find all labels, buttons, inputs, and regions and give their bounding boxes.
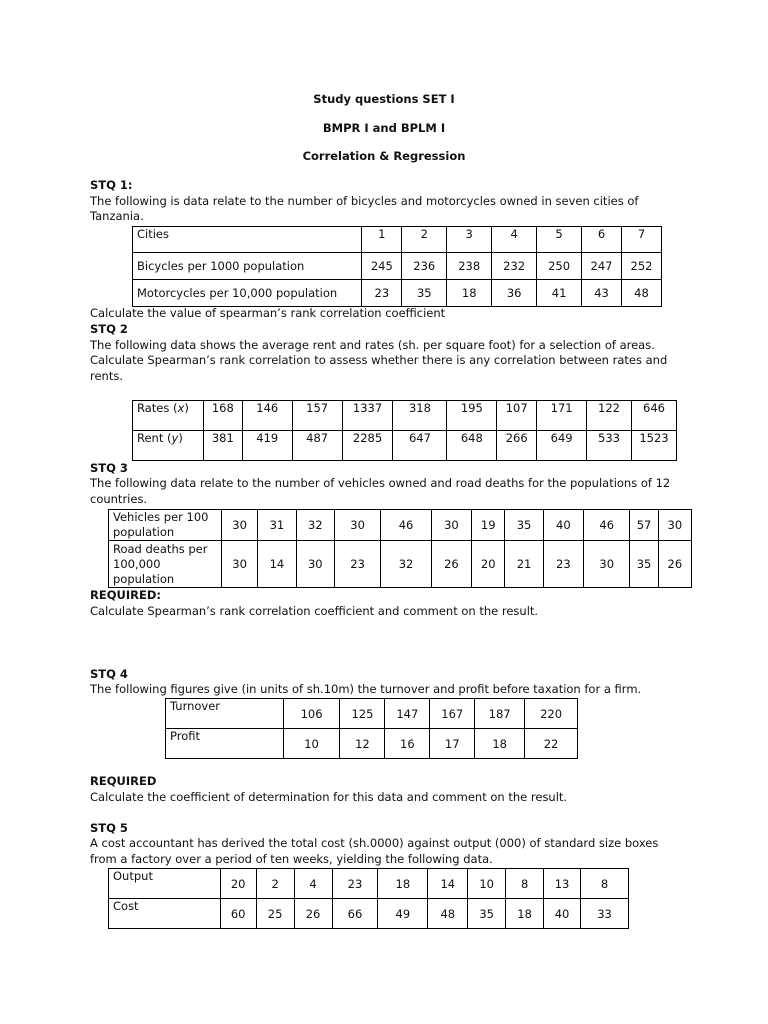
table-cell: 220	[525, 699, 578, 729]
table-cell: 647	[393, 431, 447, 461]
rates-label: Rates (x)	[133, 401, 204, 431]
course-title: BMPR I and BPLM I	[322, 121, 446, 135]
table-cell: 187	[475, 699, 525, 729]
stq5-intro-line2: from a factory over a period of ten weeks, yielding the following data.	[90, 852, 493, 866]
table-cell: 167	[430, 699, 475, 729]
table-cell: 60	[220, 899, 256, 929]
table-cell: 30	[296, 541, 334, 588]
table-cell: Motorcycles per 10,000 population	[133, 280, 362, 307]
table-cell: 35	[630, 541, 658, 588]
stq4-row-profit	[166, 729, 578, 759]
table-cell: 10	[283, 729, 340, 759]
table-cell: 23	[332, 869, 378, 899]
table-cell: 1	[362, 227, 402, 253]
table-cell: 4	[492, 227, 537, 253]
table-cell: 14	[258, 541, 296, 588]
output-label: Output	[109, 869, 221, 899]
table-cell: 57	[630, 510, 658, 541]
stq5-table	[108, 868, 629, 929]
table-cell: 49	[378, 899, 428, 929]
table-cell: Cities	[133, 227, 362, 253]
stq4-row-turnover	[166, 699, 578, 729]
table-cell: 23	[362, 280, 402, 307]
table-cell: 23	[334, 541, 380, 588]
table-cell: 646	[631, 401, 676, 431]
stq1-table	[132, 226, 662, 307]
table-cell: 48	[428, 899, 468, 929]
table-cell: 46	[381, 510, 431, 541]
table-cell: 122	[587, 401, 632, 431]
table-cell: 30	[658, 510, 691, 541]
table-cell: 46	[584, 510, 630, 541]
table-cell: 2	[256, 869, 294, 899]
table-cell: Bicycles per 1000 population	[133, 253, 362, 280]
stq5-heading: STQ 5	[90, 821, 128, 835]
table-cell: 35	[402, 280, 447, 307]
table-cell: 14	[428, 869, 468, 899]
table-cell: 8	[581, 869, 629, 899]
table-cell: 1337	[342, 401, 393, 431]
table-cell: 106	[283, 699, 340, 729]
table-cell: 30	[221, 541, 257, 588]
table-cell: 31	[258, 510, 296, 541]
table-cell: 18	[506, 899, 544, 929]
cost-label: Cost	[109, 899, 221, 929]
topic-title: Correlation & Regression	[302, 149, 466, 163]
table-cell: 66	[332, 899, 378, 929]
stq1-row-bicycles	[133, 253, 662, 280]
table-cell: 36	[492, 280, 537, 307]
table-cell: 32	[381, 541, 431, 588]
table-cell: 195	[447, 401, 497, 431]
stq1-intro-line1: The following is data relate to the number of bicycles and motorcycles owned in seven cities of	[90, 194, 639, 208]
vehicles-label: Vehicles per 100 population	[109, 510, 222, 541]
table-cell: 18	[378, 869, 428, 899]
deaths-label: Road deaths per 100,000 population	[109, 541, 222, 588]
table-cell: 2	[402, 227, 447, 253]
stq3-required: REQUIRED:	[90, 588, 161, 602]
table-cell: 648	[447, 431, 497, 461]
stq4-table	[165, 698, 578, 759]
table-cell: 30	[431, 510, 471, 541]
table-cell: 30	[221, 510, 257, 541]
table-cell: 232	[492, 253, 537, 280]
table-cell: 8	[506, 869, 544, 899]
table-cell: 3	[447, 227, 492, 253]
table-cell: 250	[537, 253, 582, 280]
stq1-task: Calculate the value of spearman’s rank correlation coefficient	[90, 306, 446, 320]
table-cell: 41	[537, 280, 582, 307]
table-cell: 236	[402, 253, 447, 280]
table-cell: 6	[582, 227, 622, 253]
stq1-intro-line2: Tanzania.	[90, 209, 144, 223]
table-cell: 12	[340, 729, 385, 759]
table-cell: 35	[468, 899, 506, 929]
table-cell: 40	[544, 899, 581, 929]
stq4-intro: The following figures give (in units of sh.10m) the turnover and profit before taxation for a firm.	[90, 682, 642, 696]
stq1-row-cities	[133, 227, 662, 253]
table-cell: 238	[447, 253, 492, 280]
table-cell: 125	[340, 699, 385, 729]
table-cell: 23	[543, 541, 583, 588]
table-cell: 35	[505, 510, 543, 541]
table-cell: 33	[581, 899, 629, 929]
table-cell: 168	[203, 401, 242, 431]
stq3-heading: STQ 3	[90, 461, 128, 475]
table-cell: 146	[242, 401, 292, 431]
table-cell: 2285	[342, 431, 393, 461]
table-cell: 26	[294, 899, 332, 929]
table-cell: 18	[447, 280, 492, 307]
table-cell: 533	[587, 431, 632, 461]
stq5-row-output	[109, 869, 629, 899]
profit-label: Profit	[166, 729, 284, 759]
table-cell: 17	[430, 729, 475, 759]
table-cell: 266	[497, 431, 537, 461]
table-cell: 40	[543, 510, 583, 541]
table-cell: 252	[622, 253, 662, 280]
stq2-intro-line2: Calculate Spearman’s rank correlation to assess whether there is any correlation between rates and	[90, 353, 668, 367]
table-cell: 171	[537, 401, 587, 431]
table-cell: 318	[393, 401, 447, 431]
table-cell: 48	[622, 280, 662, 307]
table-cell: 30	[334, 510, 380, 541]
table-cell: 16	[385, 729, 430, 759]
table-cell: 5	[537, 227, 582, 253]
table-cell: 18	[475, 729, 525, 759]
stq3-intro-line1: The following data relate to the number of vehicles owned and road deaths for the populations of 12	[90, 476, 671, 490]
table-cell: 20	[220, 869, 256, 899]
table-cell: 1523	[631, 431, 676, 461]
stq2-intro-line1: The following data shows the average rent and rates (sh. per square foot) for a selection of areas.	[90, 338, 655, 352]
rent-label: Rent (y)	[133, 431, 204, 461]
table-cell: 26	[658, 541, 691, 588]
table-cell: 30	[584, 541, 630, 588]
table-cell: 19	[472, 510, 505, 541]
document-title: Study questions SET I	[313, 92, 455, 106]
table-cell: 157	[292, 401, 342, 431]
stq4-required: REQUIRED	[90, 774, 157, 788]
table-cell: 649	[537, 431, 587, 461]
table-cell: 4	[294, 869, 332, 899]
stq2-row-rent	[133, 431, 677, 461]
table-cell: 7	[622, 227, 662, 253]
table-cell: 21	[505, 541, 543, 588]
stq3-row-vehicles	[109, 510, 692, 541]
stq2-table	[132, 400, 677, 461]
table-cell: 22	[525, 729, 578, 759]
stq3-intro-line2: countries.	[90, 492, 148, 506]
stq2-intro-line3: rents.	[90, 369, 123, 383]
stq5-intro-line1: A cost accountant has derived the total cost (sh.0000) against output (000) of standard size boxes	[90, 836, 659, 850]
table-cell: 419	[242, 431, 292, 461]
table-cell: 147	[385, 699, 430, 729]
table-cell: 13	[544, 869, 581, 899]
table-cell: 25	[256, 899, 294, 929]
table-cell: 32	[296, 510, 334, 541]
stq1-row-motorcycles	[133, 280, 662, 307]
stq3-row-deaths	[109, 541, 692, 588]
table-cell: 247	[582, 253, 622, 280]
table-cell: 107	[497, 401, 537, 431]
table-cell: 20	[472, 541, 505, 588]
stq3-task: Calculate Spearman’s rank correlation coefficient and comment on the result.	[90, 604, 539, 618]
table-cell: 487	[292, 431, 342, 461]
table-cell: 381	[203, 431, 242, 461]
stq2-heading: STQ 2	[90, 322, 128, 336]
stq5-row-cost	[109, 899, 629, 929]
stq4-heading: STQ 4	[90, 667, 128, 681]
table-cell: 10	[468, 869, 506, 899]
stq3-table	[108, 509, 692, 588]
stq2-row-rates	[133, 401, 677, 431]
turnover-label: Turnover	[166, 699, 284, 729]
table-cell: 43	[582, 280, 622, 307]
table-cell: 26	[431, 541, 471, 588]
stq1-heading: STQ 1:	[90, 178, 133, 192]
table-cell: 245	[362, 253, 402, 280]
stq4-task: Calculate the coefficient of determination for this data and comment on the result.	[90, 790, 568, 804]
